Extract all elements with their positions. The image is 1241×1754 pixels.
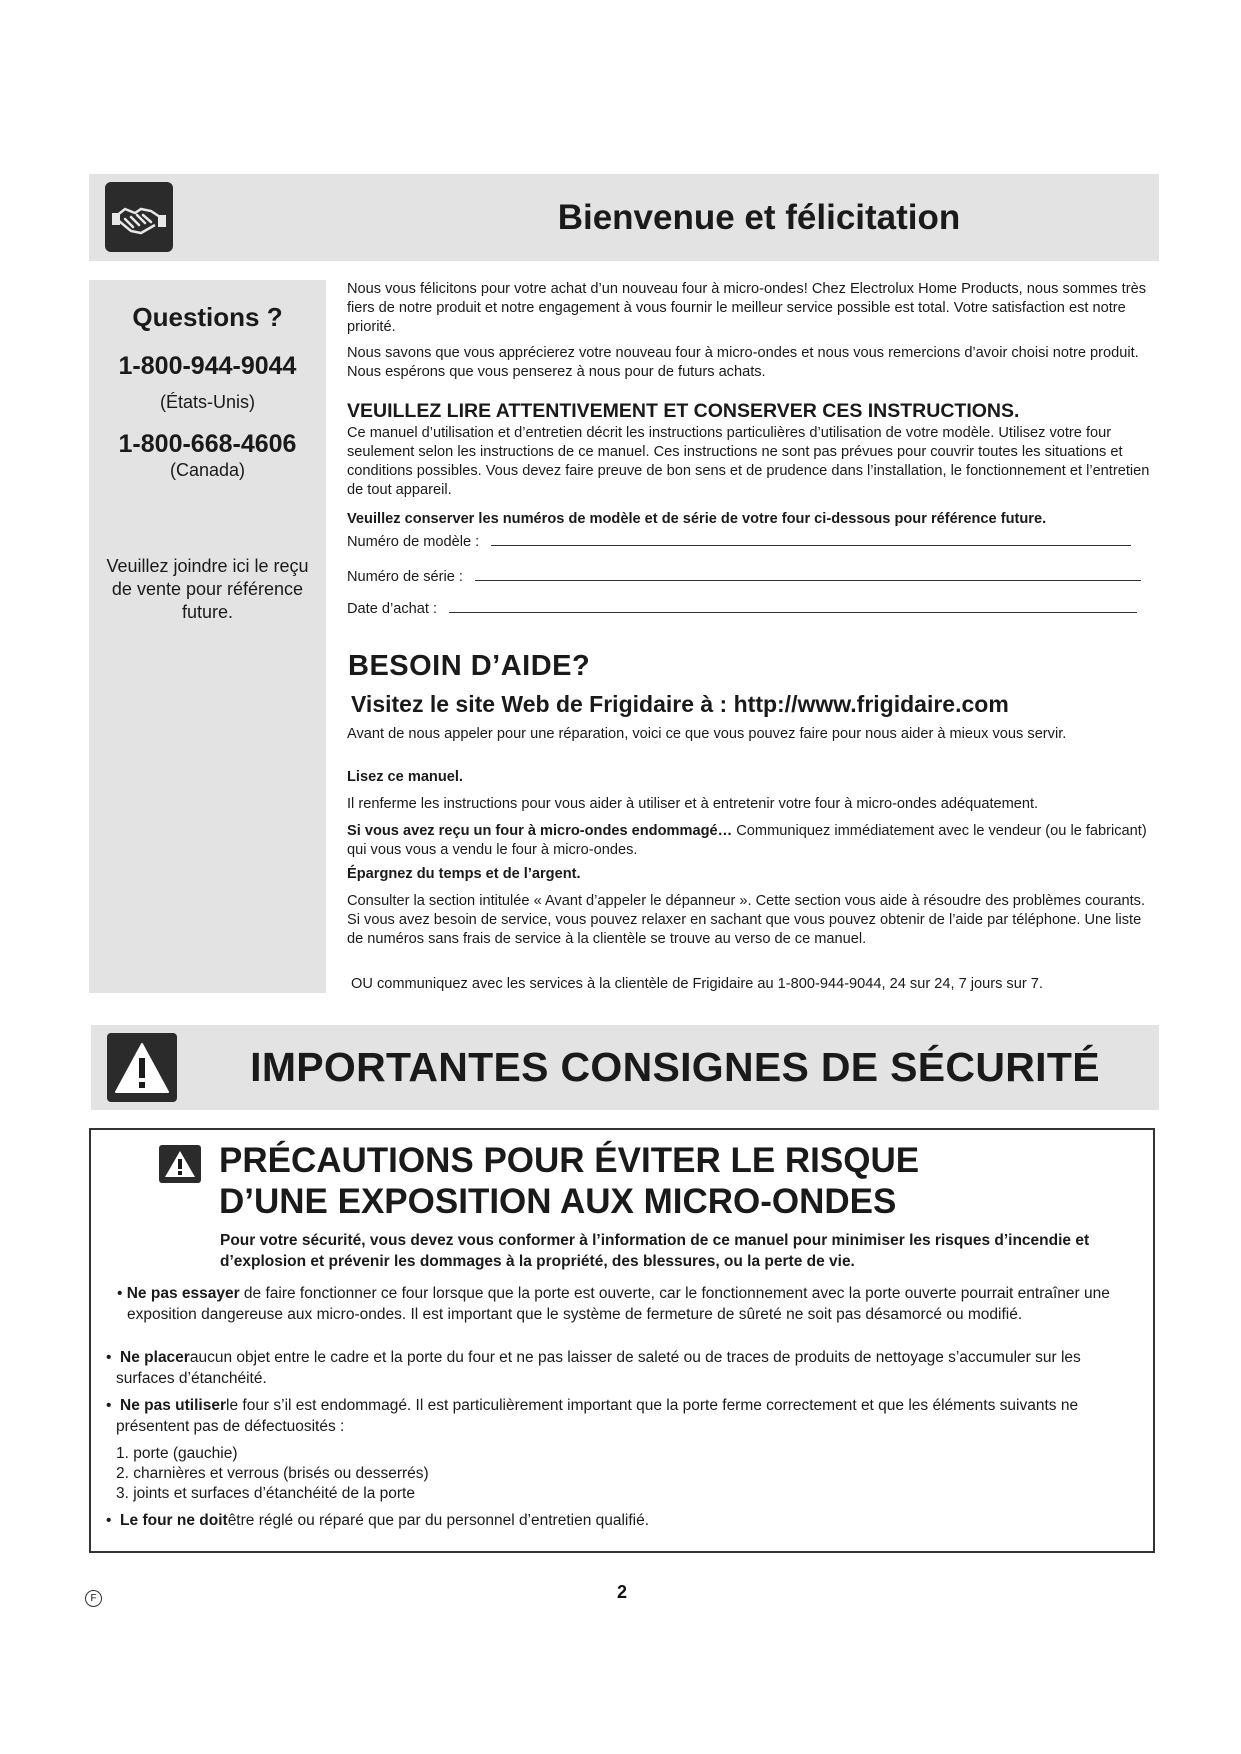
list-item: 3. joints et surfaces d’étanchéité de la porte: [116, 1485, 415, 1502]
serial-number-row: [347, 569, 1141, 585]
bullet-item: • Ne pas utiliserle four s’il est endommagé. Il est particulièrement important que la porte ferme correctement et que les éléments suivants ne présentent pas de défectuosités :: [106, 1397, 1079, 1435]
contact-customer-service: OU communiquez avec les services à la clientèle de Frigidaire au 1-800-944-9044, 24 sur 24, 7 jours sur 7.: [351, 976, 1043, 992]
purchase-date-row: [347, 601, 1137, 617]
questions-heading: Questions ?: [132, 302, 283, 332]
purchase-date-field[interactable]: [449, 611, 1137, 613]
safety-header: [91, 1025, 1159, 1110]
bullet-item: • Ne placeraucun objet entre le cadre et la porte du four et ne pas laisser de saleté ou de traces de produits de nettoyage s’accumuler sur les surfaces d’étanchéité.: [106, 1349, 1081, 1387]
bullet-item: • Ne pas essayer de faire fonctionner ce four lorsque que la porte est ouverte, car le fonctionnement avec la porte ouverte pourrait entraîner une exposition dangereuse aux micro-ondes. Il est important que le système de fermeture de sûreté ne soit pas désamorcé ou modifié.: [117, 1285, 1110, 1323]
welcome-header: [89, 174, 1159, 261]
precautions-title-line-1: PRÉCAUTIONS POUR ÉVITER LE RISQUE: [219, 1141, 920, 1180]
small-warning-icon: [159, 1145, 201, 1183]
model-number-field[interactable]: [491, 544, 1131, 546]
read-instructions-heading: VEUILLEZ LIRE ATTENTIVEMENT ET CONSERVER CES INSTRUCTIONS.: [347, 400, 1020, 422]
phone-canada: 1-800-668-4606: [118, 430, 297, 458]
visit-website: Visitez le site Web de Frigidaire à : http://www.frigidaire.com: [351, 691, 1009, 717]
phone-canada-label: (Canada): [169, 460, 246, 480]
handshake-icon: [105, 182, 173, 252]
read-manual-text: Il renferme les instructions pour vous aider à utiliser et à entretenir votre four à micro-ondes adéquatement.: [347, 796, 1039, 812]
welcome-title: Bienvenue et félicitation: [557, 197, 961, 237]
phone-us-label: (États-Unis): [159, 392, 255, 412]
page-number: 2: [616, 1582, 627, 1602]
bullet-item: • Le four ne doitêtre réglé ou réparé que par du personnel d’entretien qualifié.: [106, 1512, 650, 1529]
serial-number-label: Numéro de série :: [347, 569, 463, 585]
phone-us: 1-800-944-9044: [118, 352, 297, 380]
save-time-text: Consulter la section intitulée « Avant d’appeler le dépanneur ». Cette section vous aide à résoudre des problèmes courants. Si vous avez besoin de service, vous pouvez relaxer en sachant que vous pouvez obtenir de l’aide par téléphone. Une liste de numéros sans frais de service à la clientèle se trouve au verso de ce manuel.: [347, 893, 1146, 947]
read-manual-title: Lisez ce manuel.: [347, 769, 463, 785]
intro-paragraph-3: Ce manuel d’utilisation et d’entretien décrit les instructions particulières d’utilisation de votre modèle. Utilisez votre four seulement selon les instructions de ce manuel. Ces instructions ne sont pas prévues pour couvrir toutes les situations et conditions possibles. Vous devez faire preuve de bon sens et de prudence dans l’installation, le fonctionnement et l’entretien de tout appareil.: [347, 425, 1150, 498]
damaged-oven-title: Si vous avez reçu un four à micro-ondes endommagé…: [347, 823, 733, 839]
serial-number-field[interactable]: [475, 579, 1141, 581]
precautions-intro: Pour votre sécurité, vous devez vous conformer à l’information de ce manuel pour minimiser les risques d’incendie et d’explosion et prévenir les dommages à la propriété, des blessures, ou la perte de vie.: [220, 1232, 1090, 1270]
damaged-oven-text: Communiquez immédiatement avec le vendeur (ou le fabricant) qui vous vous a vendu le four à micro-ondes.: [347, 823, 1147, 858]
intro-paragraph-1: Nous vous félicitons pour votre achat d’un nouveau four à micro-ondes! Chez Electrolux Home Products, nous sommes très fiers de notre produit et notre engagement à vous fournir le meilleur service possible est total. Votre satisfaction est notre priorité.: [347, 281, 1146, 335]
purchase-date-label: Date d’achat :: [347, 601, 438, 617]
help-heading: BESOIN D’AIDE?: [348, 650, 591, 682]
model-number-label: Numéro de modèle :: [347, 534, 480, 550]
keep-numbers-note: Veuillez conserver les numéros de modèle et de série de votre four ci-dessous pour référence future.: [347, 511, 1047, 527]
save-time-title: Épargnez du temps et de l’argent.: [347, 866, 581, 882]
damaged-oven-note: [347, 822, 1159, 860]
list-item: 1. porte (gauchie): [116, 1445, 238, 1462]
language-mark: F: [85, 1590, 102, 1607]
model-number-row: [347, 534, 1131, 550]
contact-sidebar: [89, 280, 326, 993]
safety-title: IMPORTANTES CONSIGNES DE SÉCURITÉ: [250, 1044, 1100, 1090]
receipt-note: Veuillez joindre ici le reçu de vente pour référence future.: [106, 556, 309, 622]
list-item: 2. charnières et verrous (brisés ou desserrés): [116, 1465, 429, 1482]
warning-icon: [107, 1033, 177, 1102]
precautions-title: [219, 1140, 919, 1222]
help-paragraph-1: Avant de nous appeler pour une réparation, voici ce que vous pouvez faire pour nous aider à mieux vous servir.: [347, 726, 1067, 742]
precautions-title-line-2: D’UNE EXPOSITION AUX MICRO-ONDES: [219, 1182, 897, 1221]
intro-paragraph-2: Nous savons que vous apprécierez votre nouveau four à micro-ondes et nous vous remercions d’avoir choisi notre produit. Nous espérons que vous penserez à nous pour de futurs achats.: [347, 345, 1139, 380]
